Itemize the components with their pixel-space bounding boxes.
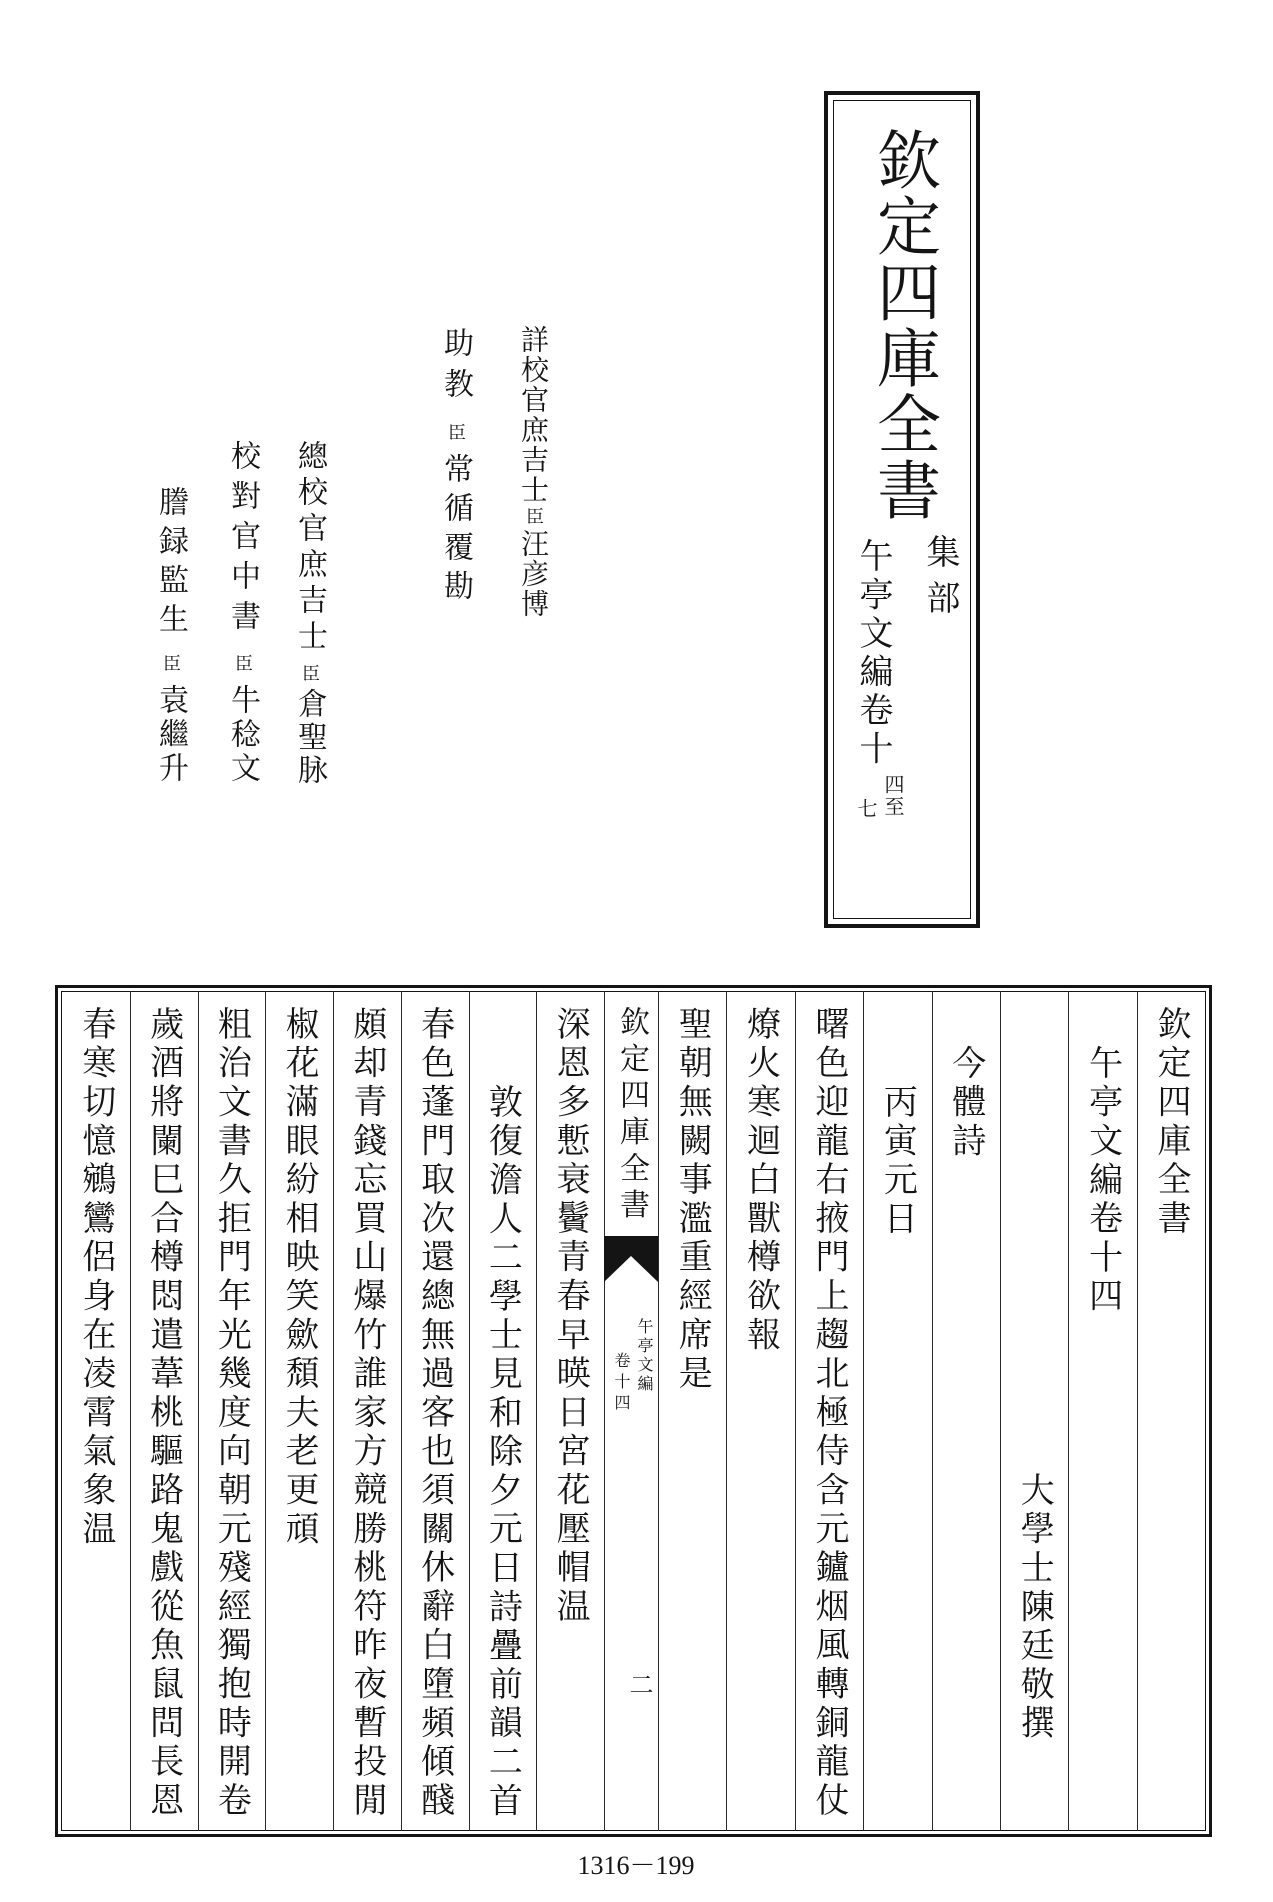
official-name: 常循覆勘 — [438, 453, 473, 609]
official-chen: 臣 — [523, 507, 544, 525]
center-column-juan: 卷十四 — [612, 1352, 631, 1415]
official-credit-copyist — [153, 486, 188, 786]
page-header: 欽定四庫全書 — [1151, 1006, 1191, 1239]
official-credit-assistant — [438, 327, 473, 609]
official-role: 助教 — [438, 327, 473, 409]
official-name: 袁繼升 — [153, 684, 188, 786]
poem-column: 聖朝無闕事濫重經席是 — [672, 1006, 713, 1394]
official-name: 牛稔文 — [225, 684, 260, 786]
official-role: 詳校官庶吉士 — [517, 325, 550, 505]
poem-column: 春色蓬門取次還總無過客也須關休辭白墮頻傾醆 — [414, 1006, 455, 1821]
official-chen: 臣 — [445, 423, 466, 441]
genre-heading: 今體詩 — [945, 1044, 986, 1162]
column-rule — [469, 991, 470, 1831]
cover-title: 欽定四庫全書 — [866, 127, 940, 523]
fish-tail-mark — [604, 1236, 658, 1282]
official-chen: 臣 — [299, 664, 320, 682]
official-name: 汪彦博 — [517, 529, 550, 619]
page-reference: 1316－199 — [577, 1851, 695, 1880]
cover-category: 集部 — [920, 534, 960, 626]
official-credit-collator — [225, 440, 260, 786]
column-rule — [536, 991, 537, 1831]
official-role: 謄録監生 — [153, 486, 188, 642]
column-rule — [863, 991, 864, 1831]
author-line: 大學士陳廷敬撰 — [1014, 1471, 1055, 1744]
column-rule — [932, 991, 933, 1831]
center-column-page-number: 二 — [625, 1672, 653, 1696]
center-column-title: 欽定四庫全書 — [614, 1006, 649, 1225]
official-chen: 臣 — [232, 654, 253, 672]
cover-volume-note-left: 七 — [854, 798, 878, 820]
book-title: 午亭文編卷十四 — [1082, 1044, 1123, 1317]
poem-column: 椒花滿眼紛相映笑歛頹夫老更頑 — [279, 1006, 320, 1550]
column-rule — [1000, 991, 1001, 1831]
column-rule — [1068, 991, 1069, 1831]
column-rule — [401, 991, 402, 1831]
poem-column: 深恩多慙衰鬢青春早暎日宮花壓帽温 — [550, 1006, 591, 1627]
cover-volume-note-right: 四至 — [881, 774, 905, 818]
center-column-right-edge — [658, 991, 659, 1831]
cover-volume: 午亭文編卷十 — [853, 538, 893, 769]
official-role: 總校官庶吉士 — [292, 440, 327, 656]
column-rule — [198, 991, 199, 1831]
poem-column: 曙色迎龍右掖門上趨北極侍含元鑪烟風轉銅龍仗 — [809, 1006, 849, 1821]
poem-column: 燎火寒迴白獸樽欲報 — [740, 1006, 781, 1356]
column-rule — [265, 991, 266, 1831]
poem-column: 春寒切憶鵷鸞侶身在凌霄氣象温 — [75, 1006, 116, 1550]
column-rule — [130, 991, 131, 1831]
poem-column: 粗治文書久拒門年光幾度向朝元殘經獨抱時開卷 — [211, 1006, 252, 1821]
column-rule — [726, 991, 727, 1831]
official-name: 倉聖脉 — [292, 688, 327, 787]
poem-column: 歲酒將闌巳合樽悶遣葦桃驅路鬼戲從魚鼠問長恩 — [143, 1006, 184, 1821]
column-rule — [333, 991, 334, 1831]
column-rule — [1137, 991, 1138, 1831]
official-role: 校對官中書 — [225, 440, 260, 640]
poem-column: 頗却青錢忘買山爆竹誰家方競勝桃符昨夜暫投閒 — [346, 1006, 387, 1821]
official-credit-proofreader — [517, 325, 550, 619]
official-credit-chief-proofreader — [292, 440, 327, 787]
poem-title: 丙寅元日 — [877, 1083, 918, 1239]
official-chen: 臣 — [160, 654, 181, 672]
center-column-left-edge — [604, 991, 605, 1831]
column-rule — [795, 991, 796, 1831]
center-column-short-title: 午亭文編 — [635, 1318, 654, 1394]
poem-title: 敦復澹人二學士見和除夕元日詩疊前韻二首 — [482, 1083, 523, 1821]
